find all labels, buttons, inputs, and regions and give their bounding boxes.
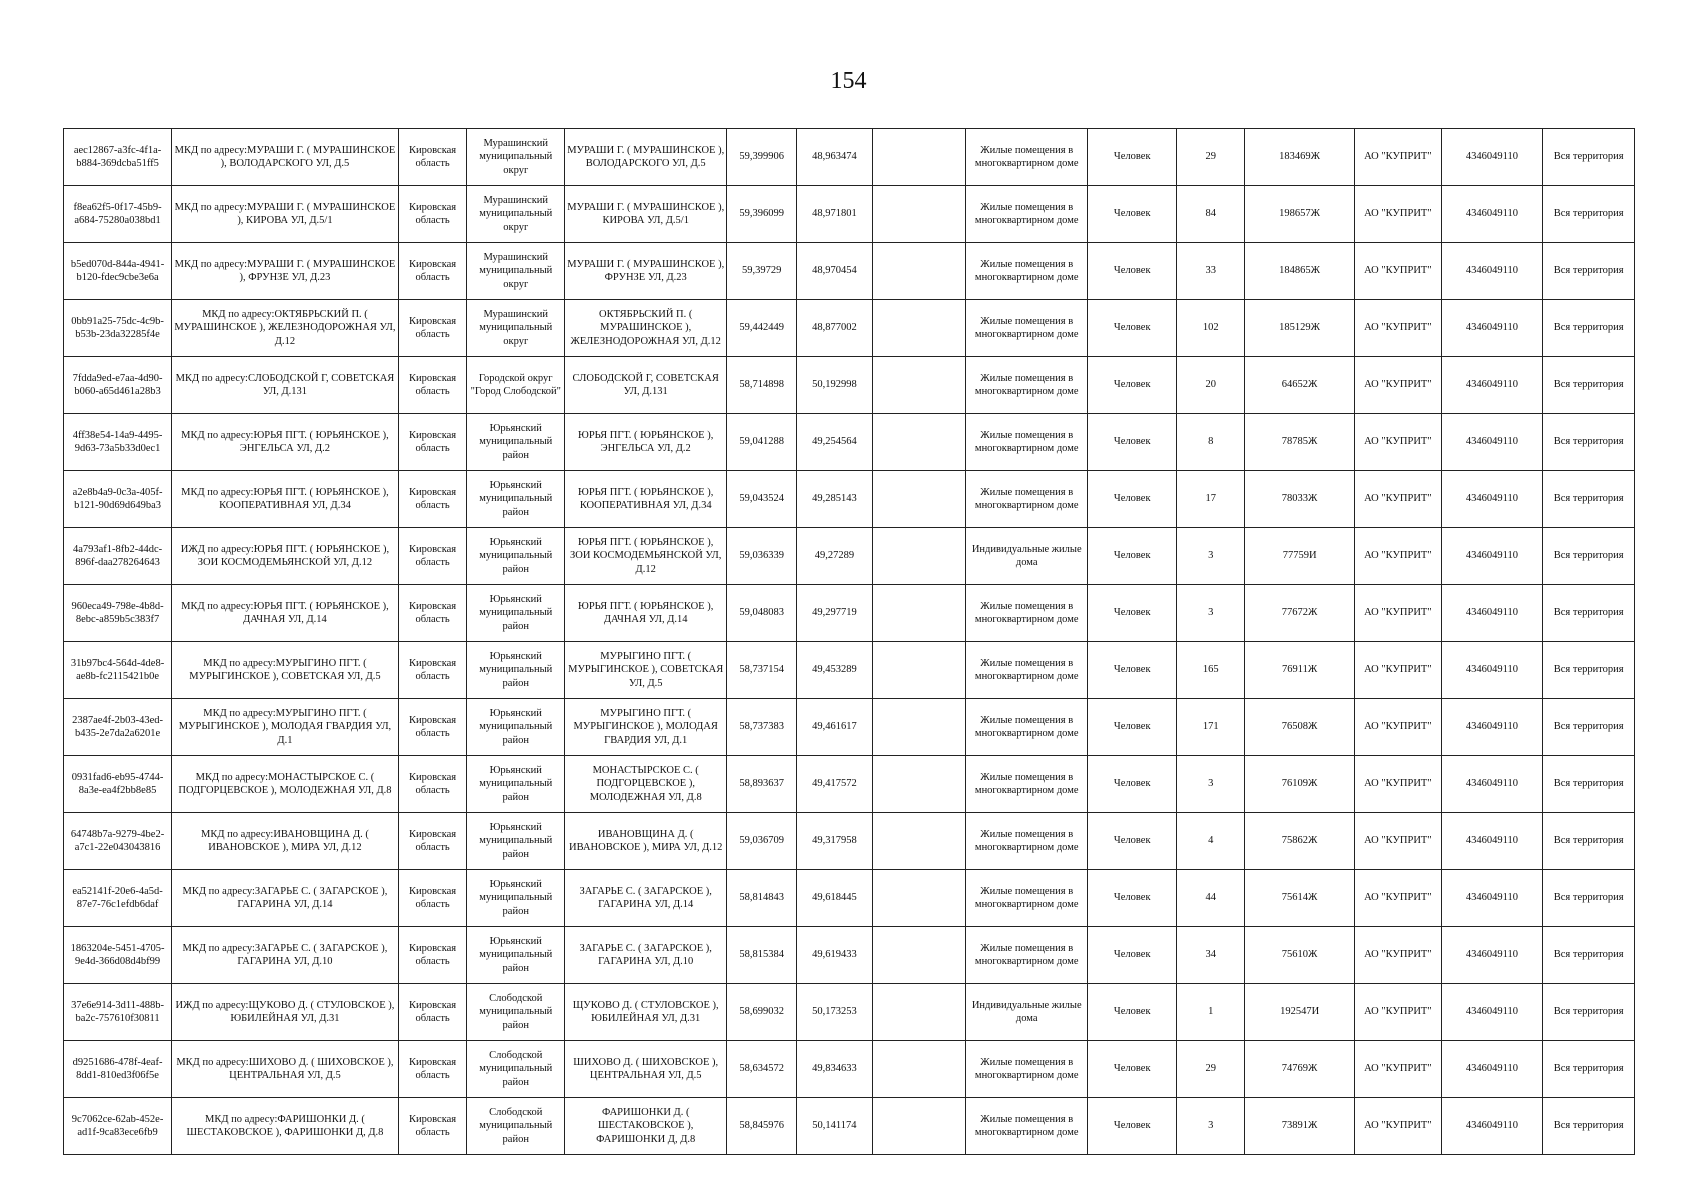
longitude-cell: 49,453289 xyxy=(796,642,872,699)
operator-cell: АО "КУПРИТ" xyxy=(1355,1098,1441,1155)
region-cell: Кировская область xyxy=(398,1098,467,1155)
longitude-cell: 49,461617 xyxy=(796,699,872,756)
table-row xyxy=(64,357,1635,414)
empty-cell xyxy=(872,813,966,870)
longitude-cell: 48,970454 xyxy=(796,243,872,300)
operator-cell: АО "КУПРИТ" xyxy=(1355,870,1441,927)
region-cell: Кировская область xyxy=(398,699,467,756)
quantity-cell: 165 xyxy=(1177,642,1245,699)
record-id-cell: 9c7062ce-62ab-452e-ad1f-9ca83ece6fb9 xyxy=(64,1098,172,1155)
quantity-cell: 3 xyxy=(1177,1098,1245,1155)
object-description-cell: ИЖД по адресу:ЩУКОВО Д. ( СТУЛОВСКОЕ ), ЮБИЛЕЙНАЯ УЛ, Д.31 xyxy=(172,984,399,1041)
account-number-cell: 77759И xyxy=(1245,528,1355,585)
latitude-cell: 58,737154 xyxy=(727,642,797,699)
operator-cell: АО "КУПРИТ" xyxy=(1355,300,1441,357)
table-row xyxy=(64,129,1635,186)
table-row xyxy=(64,243,1635,300)
unit-cell: Человек xyxy=(1088,927,1177,984)
longitude-cell: 49,254564 xyxy=(796,414,872,471)
operator-cell: АО "КУПРИТ" xyxy=(1355,813,1441,870)
empty-cell xyxy=(872,1041,966,1098)
address-cell: ЗАГАРЬЕ С. ( ЗАГАРСКОЕ ), ГАГАРИНА УЛ, Д.14 xyxy=(565,870,727,927)
operator-cell: АО "КУПРИТ" xyxy=(1355,984,1441,1041)
table-row xyxy=(64,300,1635,357)
account-number-cell: 75614Ж xyxy=(1245,870,1355,927)
table-row xyxy=(64,927,1635,984)
inn-cell: 4346049110 xyxy=(1441,414,1543,471)
operator-cell: АО "КУПРИТ" xyxy=(1355,414,1441,471)
inn-cell: 4346049110 xyxy=(1441,243,1543,300)
municipality-cell: Юрьянский муниципальный район xyxy=(467,528,565,585)
empty-cell xyxy=(872,756,966,813)
territory-cell: Вся территория xyxy=(1543,300,1635,357)
municipality-cell: Юрьянский муниципальный район xyxy=(467,870,565,927)
region-cell: Кировская область xyxy=(398,414,467,471)
record-id-cell: d9251686-478f-4eaf-8dd1-810ed3f06f5e xyxy=(64,1041,172,1098)
object-description-cell: МКД по адресу:МУРЫГИНО ПГТ. ( МУРЫГИНСКОЕ ), СОВЕТСКАЯ УЛ, Д.5 xyxy=(172,642,399,699)
latitude-cell: 59,399906 xyxy=(727,129,797,186)
unit-cell: Человек xyxy=(1088,471,1177,528)
latitude-cell: 59,396099 xyxy=(727,186,797,243)
empty-cell xyxy=(872,186,966,243)
address-cell: МУРАШИ Г. ( МУРАШИНСКОЕ ), ФРУНЗЕ УЛ, Д.23 xyxy=(565,243,727,300)
object-description-cell: МКД по адресу:ЮРЬЯ ПГТ. ( ЮРЬЯНСКОЕ ), КООПЕРАТИВНАЯ УЛ, Д.34 xyxy=(172,471,399,528)
region-cell: Кировская область xyxy=(398,756,467,813)
quantity-cell: 171 xyxy=(1177,699,1245,756)
longitude-cell: 49,618445 xyxy=(796,870,872,927)
quantity-cell: 29 xyxy=(1177,1041,1245,1098)
territory-cell: Вся территория xyxy=(1543,642,1635,699)
region-cell: Кировская область xyxy=(398,186,467,243)
empty-cell xyxy=(872,357,966,414)
inn-cell: 4346049110 xyxy=(1441,129,1543,186)
territory-cell: Вся территория xyxy=(1543,414,1635,471)
municipality-cell: Мурашинский муниципальный округ xyxy=(467,300,565,357)
account-number-cell: 198657Ж xyxy=(1245,186,1355,243)
table-row xyxy=(64,585,1635,642)
operator-cell: АО "КУПРИТ" xyxy=(1355,1041,1441,1098)
unit-cell: Человек xyxy=(1088,1041,1177,1098)
operator-cell: АО "КУПРИТ" xyxy=(1355,756,1441,813)
address-cell: ЩУКОВО Д. ( СТУЛОВСКОЕ ), ЮБИЛЕЙНАЯ УЛ, Д.31 xyxy=(565,984,727,1041)
address-cell: ОКТЯБРЬСКИЙ П. ( МУРАШИНСКОЕ ), ЖЕЛЕЗНОДОРОЖНАЯ УЛ, Д.12 xyxy=(565,300,727,357)
inn-cell: 4346049110 xyxy=(1441,471,1543,528)
address-cell: МУРАШИ Г. ( МУРАШИНСКОЕ ), КИРОВА УЛ, Д.5/1 xyxy=(565,186,727,243)
inn-cell: 4346049110 xyxy=(1441,186,1543,243)
record-id-cell: b5ed070d-844a-4941-b120-fdec9cbe3e6a xyxy=(64,243,172,300)
unit-cell: Человек xyxy=(1088,186,1177,243)
object-category-cell: Жилые помещения в многоквартирном доме xyxy=(966,129,1088,186)
record-id-cell: 0931fad6-eb95-4744-8a3e-ea4f2bb8e85 xyxy=(64,756,172,813)
account-number-cell: 75862Ж xyxy=(1245,813,1355,870)
latitude-cell: 58,814843 xyxy=(727,870,797,927)
inn-cell: 4346049110 xyxy=(1441,300,1543,357)
account-number-cell: 78033Ж xyxy=(1245,471,1355,528)
object-category-cell: Жилые помещения в многоквартирном доме xyxy=(966,927,1088,984)
table-row xyxy=(64,870,1635,927)
empty-cell xyxy=(872,870,966,927)
unit-cell: Человек xyxy=(1088,129,1177,186)
latitude-cell: 58,893637 xyxy=(727,756,797,813)
object-description-cell: МКД по адресу:МОНАСТЫРСКОЕ С. ( ПОДГОРЦЕВСКОЕ ), МОЛОДЕЖНАЯ УЛ, Д.8 xyxy=(172,756,399,813)
municipality-cell: Мурашинский муниципальный округ xyxy=(467,129,565,186)
record-id-cell: ea52141f-20e6-4a5d-87e7-76c1efdb6daf xyxy=(64,870,172,927)
unit-cell: Человек xyxy=(1088,642,1177,699)
latitude-cell: 59,036339 xyxy=(727,528,797,585)
table-row xyxy=(64,1041,1635,1098)
latitude-cell: 58,634572 xyxy=(727,1041,797,1098)
record-id-cell: aec12867-a3fc-4f1a-b884-369dcba51ff5 xyxy=(64,129,172,186)
inn-cell: 4346049110 xyxy=(1441,927,1543,984)
territory-cell: Вся территория xyxy=(1543,357,1635,414)
address-cell: ЗАГАРЬЕ С. ( ЗАГАРСКОЕ ), ГАГАРИНА УЛ, Д.10 xyxy=(565,927,727,984)
inn-cell: 4346049110 xyxy=(1441,813,1543,870)
inn-cell: 4346049110 xyxy=(1441,1041,1543,1098)
territory-cell: Вся территория xyxy=(1543,243,1635,300)
longitude-cell: 49,417572 xyxy=(796,756,872,813)
object-description-cell: МКД по адресу:СЛОБОДСКОЙ Г, СОВЕТСКАЯ УЛ, Д.131 xyxy=(172,357,399,414)
empty-cell xyxy=(872,243,966,300)
table-row xyxy=(64,984,1635,1041)
address-cell: МУРЫГИНО ПГТ. ( МУРЫГИНСКОЕ ), СОВЕТСКАЯ УЛ, Д.5 xyxy=(565,642,727,699)
object-category-cell: Жилые помещения в многоквартирном доме xyxy=(966,300,1088,357)
account-number-cell: 76508Ж xyxy=(1245,699,1355,756)
record-id-cell: 960eca49-798e-4b8d-8ebc-a859b5c383f7 xyxy=(64,585,172,642)
territory-cell: Вся территория xyxy=(1543,870,1635,927)
object-category-cell: Жилые помещения в многоквартирном доме xyxy=(966,642,1088,699)
latitude-cell: 58,845976 xyxy=(727,1098,797,1155)
municipality-cell: Юрьянский муниципальный район xyxy=(467,927,565,984)
quantity-cell: 3 xyxy=(1177,585,1245,642)
record-id-cell: 1863204e-5451-4705-9e4d-366d08d4bf99 xyxy=(64,927,172,984)
account-number-cell: 74769Ж xyxy=(1245,1041,1355,1098)
territory-cell: Вся территория xyxy=(1543,186,1635,243)
operator-cell: АО "КУПРИТ" xyxy=(1355,585,1441,642)
region-cell: Кировская область xyxy=(398,870,467,927)
longitude-cell: 48,963474 xyxy=(796,129,872,186)
record-id-cell: 37e6e914-3d11-488b-ba2c-757610f30811 xyxy=(64,984,172,1041)
municipality-cell: Городской округ "Город Слободской" xyxy=(467,357,565,414)
record-id-cell: 4a793af1-8fb2-44dc-896f-daa278264643 xyxy=(64,528,172,585)
account-number-cell: 185129Ж xyxy=(1245,300,1355,357)
latitude-cell: 59,041288 xyxy=(727,414,797,471)
object-description-cell: МКД по адресу:ФАРИШОНКИ Д. ( ШЕСТАКОВСКОЕ ), ФАРИШОНКИ Д, Д.8 xyxy=(172,1098,399,1155)
longitude-cell: 49,285143 xyxy=(796,471,872,528)
quantity-cell: 34 xyxy=(1177,927,1245,984)
unit-cell: Человек xyxy=(1088,756,1177,813)
operator-cell: АО "КУПРИТ" xyxy=(1355,528,1441,585)
region-cell: Кировская область xyxy=(398,528,467,585)
region-cell: Кировская область xyxy=(398,300,467,357)
record-id-cell: 7fdda9ed-e7aa-4d90-b060-a65d461a28b3 xyxy=(64,357,172,414)
territory-cell: Вся территория xyxy=(1543,1098,1635,1155)
quantity-cell: 1 xyxy=(1177,984,1245,1041)
record-id-cell: 31b97bc4-564d-4de8-ae8b-fc2115421b0e xyxy=(64,642,172,699)
territory-cell: Вся территория xyxy=(1543,585,1635,642)
record-id-cell: 2387ae4f-2b03-43ed-b435-2e7da2a6201e xyxy=(64,699,172,756)
empty-cell xyxy=(872,585,966,642)
quantity-cell: 84 xyxy=(1177,186,1245,243)
operator-cell: АО "КУПРИТ" xyxy=(1355,186,1441,243)
object-category-cell: Жилые помещения в многоквартирном доме xyxy=(966,471,1088,528)
account-number-cell: 64652Ж xyxy=(1245,357,1355,414)
address-cell: ШИХОВО Д. ( ШИХОВСКОЕ ), ЦЕНТРАЛЬНАЯ УЛ, Д.5 xyxy=(565,1041,727,1098)
inn-cell: 4346049110 xyxy=(1441,357,1543,414)
object-category-cell: Жилые помещения в многоквартирном доме xyxy=(966,813,1088,870)
object-category-cell: Жилые помещения в многоквартирном доме xyxy=(966,756,1088,813)
territory-cell: Вся территория xyxy=(1543,813,1635,870)
municipality-cell: Юрьянский муниципальный район xyxy=(467,585,565,642)
region-cell: Кировская область xyxy=(398,927,467,984)
unit-cell: Человек xyxy=(1088,528,1177,585)
object-category-cell: Жилые помещения в многоквартирном доме xyxy=(966,1041,1088,1098)
registry-table xyxy=(63,128,1635,1155)
record-id-cell: 64748b7a-9279-4be2-a7c1-22e043043816 xyxy=(64,813,172,870)
account-number-cell: 76911Ж xyxy=(1245,642,1355,699)
object-category-cell: Жилые помещения в многоквартирном доме xyxy=(966,414,1088,471)
account-number-cell: 76109Ж xyxy=(1245,756,1355,813)
quantity-cell: 102 xyxy=(1177,300,1245,357)
object-category-cell: Жилые помещения в многоквартирном доме xyxy=(966,870,1088,927)
latitude-cell: 58,815384 xyxy=(727,927,797,984)
quantity-cell: 3 xyxy=(1177,528,1245,585)
quantity-cell: 4 xyxy=(1177,813,1245,870)
region-cell: Кировская область xyxy=(398,243,467,300)
latitude-cell: 59,048083 xyxy=(727,585,797,642)
account-number-cell: 184865Ж xyxy=(1245,243,1355,300)
unit-cell: Человек xyxy=(1088,699,1177,756)
municipality-cell: Юрьянский муниципальный район xyxy=(467,642,565,699)
latitude-cell: 59,043524 xyxy=(727,471,797,528)
territory-cell: Вся территория xyxy=(1543,699,1635,756)
latitude-cell: 59,036709 xyxy=(727,813,797,870)
table-row xyxy=(64,186,1635,243)
region-cell: Кировская область xyxy=(398,471,467,528)
empty-cell xyxy=(872,129,966,186)
longitude-cell: 50,141174 xyxy=(796,1098,872,1155)
account-number-cell: 77672Ж xyxy=(1245,585,1355,642)
operator-cell: АО "КУПРИТ" xyxy=(1355,129,1441,186)
address-cell: СЛОБОДСКОЙ Г, СОВЕТСКАЯ УЛ, Д.131 xyxy=(565,357,727,414)
unit-cell: Человек xyxy=(1088,300,1177,357)
municipality-cell: Юрьянский муниципальный район xyxy=(467,813,565,870)
longitude-cell: 49,297719 xyxy=(796,585,872,642)
empty-cell xyxy=(872,927,966,984)
address-cell: ЮРЬЯ ПГТ. ( ЮРЬЯНСКОЕ ), КООПЕРАТИВНАЯ УЛ, Д.34 xyxy=(565,471,727,528)
region-cell: Кировская область xyxy=(398,813,467,870)
inn-cell: 4346049110 xyxy=(1441,756,1543,813)
object-description-cell: МКД по адресу:ИВАНОВЩИНА Д. ( ИВАНОВСКОЕ ), МИРА УЛ, Д.12 xyxy=(172,813,399,870)
table-row xyxy=(64,813,1635,870)
record-id-cell: 0bb91a25-75dc-4c9b-b53b-23da32285f4e xyxy=(64,300,172,357)
empty-cell xyxy=(872,528,966,585)
object-category-cell: Жилые помещения в многоквартирном доме xyxy=(966,1098,1088,1155)
longitude-cell: 48,971801 xyxy=(796,186,872,243)
inn-cell: 4346049110 xyxy=(1441,585,1543,642)
region-cell: Кировская область xyxy=(398,1041,467,1098)
operator-cell: АО "КУПРИТ" xyxy=(1355,699,1441,756)
region-cell: Кировская область xyxy=(398,129,467,186)
account-number-cell: 75610Ж xyxy=(1245,927,1355,984)
operator-cell: АО "КУПРИТ" xyxy=(1355,471,1441,528)
object-description-cell: МКД по адресу:ЮРЬЯ ПГТ. ( ЮРЬЯНСКОЕ ), ЭНГЕЛЬСА УЛ, Д.2 xyxy=(172,414,399,471)
quantity-cell: 17 xyxy=(1177,471,1245,528)
unit-cell: Человек xyxy=(1088,414,1177,471)
unit-cell: Человек xyxy=(1088,243,1177,300)
unit-cell: Человек xyxy=(1088,357,1177,414)
latitude-cell: 59,39729 xyxy=(727,243,797,300)
object-category-cell: Индивидуальные жилые дома xyxy=(966,528,1088,585)
object-category-cell: Жилые помещения в многоквартирном доме xyxy=(966,186,1088,243)
quantity-cell: 3 xyxy=(1177,756,1245,813)
empty-cell xyxy=(872,1098,966,1155)
operator-cell: АО "КУПРИТ" xyxy=(1355,243,1441,300)
operator-cell: АО "КУПРИТ" xyxy=(1355,642,1441,699)
account-number-cell: 78785Ж xyxy=(1245,414,1355,471)
municipality-cell: Мурашинский муниципальный округ xyxy=(467,186,565,243)
territory-cell: Вся территория xyxy=(1543,927,1635,984)
address-cell: МОНАСТЫРСКОЕ С. ( ПОДГОРЦЕВСКОЕ ), МОЛОДЕЖНАЯ УЛ, Д.8 xyxy=(565,756,727,813)
latitude-cell: 58,714898 xyxy=(727,357,797,414)
object-description-cell: ИЖД по адресу:ЮРЬЯ ПГТ. ( ЮРЬЯНСКОЕ ), ЗОИ КОСМОДЕМЬЯНСКОЙ УЛ, Д.12 xyxy=(172,528,399,585)
account-number-cell: 73891Ж xyxy=(1245,1098,1355,1155)
address-cell: ЮРЬЯ ПГТ. ( ЮРЬЯНСКОЕ ), ДАЧНАЯ УЛ, Д.14 xyxy=(565,585,727,642)
unit-cell: Человек xyxy=(1088,870,1177,927)
quantity-cell: 20 xyxy=(1177,357,1245,414)
table-row xyxy=(64,642,1635,699)
object-description-cell: МКД по адресу:МУРАШИ Г. ( МУРАШИНСКОЕ ), КИРОВА УЛ, Д.5/1 xyxy=(172,186,399,243)
municipality-cell: Слободской муниципальный район xyxy=(467,1041,565,1098)
table-row xyxy=(64,756,1635,813)
territory-cell: Вся территория xyxy=(1543,1041,1635,1098)
territory-cell: Вся территория xyxy=(1543,984,1635,1041)
object-category-cell: Жилые помещения в многоквартирном доме xyxy=(966,699,1088,756)
longitude-cell: 49,619433 xyxy=(796,927,872,984)
object-description-cell: МКД по адресу:ШИХОВО Д. ( ШИХОВСКОЕ ), ЦЕНТРАЛЬНАЯ УЛ, Д.5 xyxy=(172,1041,399,1098)
table-row xyxy=(64,414,1635,471)
municipality-cell: Слободской муниципальный район xyxy=(467,984,565,1041)
address-cell: ФАРИШОНКИ Д. ( ШЕСТАКОВСКОЕ ), ФАРИШОНКИ Д, Д.8 xyxy=(565,1098,727,1155)
object-category-cell: Жилые помещения в многоквартирном доме xyxy=(966,357,1088,414)
municipality-cell: Слободской муниципальный район xyxy=(467,1098,565,1155)
object-category-cell: Жилые помещения в многоквартирном доме xyxy=(966,243,1088,300)
table-row xyxy=(64,1098,1635,1155)
address-cell: МУРАШИ Г. ( МУРАШИНСКОЕ ), ВОЛОДАРСКОГО УЛ, Д.5 xyxy=(565,129,727,186)
object-description-cell: МКД по адресу:МУРЫГИНО ПГТ. ( МУРЫГИНСКОЕ ), МОЛОДАЯ ГВАРДИЯ УЛ, Д.1 xyxy=(172,699,399,756)
quantity-cell: 44 xyxy=(1177,870,1245,927)
quantity-cell: 29 xyxy=(1177,129,1245,186)
object-category-cell: Индивидуальные жилые дома xyxy=(966,984,1088,1041)
unit-cell: Человек xyxy=(1088,813,1177,870)
municipality-cell: Юрьянский муниципальный район xyxy=(467,471,565,528)
object-description-cell: МКД по адресу:ОКТЯБРЬСКИЙ П. ( МУРАШИНСКОЕ ), ЖЕЛЕЗНОДОРОЖНАЯ УЛ, Д.12 xyxy=(172,300,399,357)
record-id-cell: 4ff38e54-14a9-4495-9d63-73a5b33d0ec1 xyxy=(64,414,172,471)
unit-cell: Человек xyxy=(1088,1098,1177,1155)
object-category-cell: Жилые помещения в многоквартирном доме xyxy=(966,585,1088,642)
quantity-cell: 33 xyxy=(1177,243,1245,300)
inn-cell: 4346049110 xyxy=(1441,528,1543,585)
region-cell: Кировская область xyxy=(398,357,467,414)
inn-cell: 4346049110 xyxy=(1441,642,1543,699)
empty-cell xyxy=(872,699,966,756)
region-cell: Кировская область xyxy=(398,642,467,699)
municipality-cell: Юрьянский муниципальный район xyxy=(467,756,565,813)
account-number-cell: 183469Ж xyxy=(1245,129,1355,186)
municipality-cell: Юрьянский муниципальный район xyxy=(467,699,565,756)
address-cell: ИВАНОВЩИНА Д. ( ИВАНОВСКОЕ ), МИРА УЛ, Д.12 xyxy=(565,813,727,870)
object-description-cell: МКД по адресу:МУРАШИ Г. ( МУРАШИНСКОЕ ), ВОЛОДАРСКОГО УЛ, Д.5 xyxy=(172,129,399,186)
region-cell: Кировская область xyxy=(398,585,467,642)
territory-cell: Вся территория xyxy=(1543,129,1635,186)
empty-cell xyxy=(872,984,966,1041)
quantity-cell: 8 xyxy=(1177,414,1245,471)
object-description-cell: МКД по адресу:ЗАГАРЬЕ С. ( ЗАГАРСКОЕ ), ГАГАРИНА УЛ, Д.10 xyxy=(172,927,399,984)
longitude-cell: 48,877002 xyxy=(796,300,872,357)
table-row xyxy=(64,471,1635,528)
object-description-cell: МКД по адресу:ЗАГАРЬЕ С. ( ЗАГАРСКОЕ ), ГАГАРИНА УЛ, Д.14 xyxy=(172,870,399,927)
object-description-cell: МКД по адресу:ЮРЬЯ ПГТ. ( ЮРЬЯНСКОЕ ), ДАЧНАЯ УЛ, Д.14 xyxy=(172,585,399,642)
address-cell: МУРЫГИНО ПГТ. ( МУРЫГИНСКОЕ ), МОЛОДАЯ ГВАРДИЯ УЛ, Д.1 xyxy=(565,699,727,756)
operator-cell: АО "КУПРИТ" xyxy=(1355,357,1441,414)
object-description-cell: МКД по адресу:МУРАШИ Г. ( МУРАШИНСКОЕ ), ФРУНЗЕ УЛ, Д.23 xyxy=(172,243,399,300)
empty-cell xyxy=(872,642,966,699)
page-number: 154 xyxy=(830,68,867,94)
inn-cell: 4346049110 xyxy=(1441,984,1543,1041)
latitude-cell: 58,699032 xyxy=(727,984,797,1041)
longitude-cell: 50,192998 xyxy=(796,357,872,414)
inn-cell: 4346049110 xyxy=(1441,699,1543,756)
territory-cell: Вся территория xyxy=(1543,471,1635,528)
territory-cell: Вся территория xyxy=(1543,528,1635,585)
longitude-cell: 49,834633 xyxy=(796,1041,872,1098)
inn-cell: 4346049110 xyxy=(1441,870,1543,927)
territory-cell: Вся территория xyxy=(1543,756,1635,813)
table-row xyxy=(64,528,1635,585)
unit-cell: Человек xyxy=(1088,585,1177,642)
longitude-cell: 50,173253 xyxy=(796,984,872,1041)
longitude-cell: 49,317958 xyxy=(796,813,872,870)
empty-cell xyxy=(872,300,966,357)
longitude-cell: 49,27289 xyxy=(796,528,872,585)
municipality-cell: Юрьянский муниципальный район xyxy=(467,414,565,471)
record-id-cell: f8ea62f5-0f17-45b9-a684-75280a038bd1 xyxy=(64,186,172,243)
address-cell: ЮРЬЯ ПГТ. ( ЮРЬЯНСКОЕ ), ЗОИ КОСМОДЕМЬЯНСКОЙ УЛ, Д.12 xyxy=(565,528,727,585)
latitude-cell: 58,737383 xyxy=(727,699,797,756)
address-cell: ЮРЬЯ ПГТ. ( ЮРЬЯНСКОЕ ), ЭНГЕЛЬСА УЛ, Д.2 xyxy=(565,414,727,471)
unit-cell: Человек xyxy=(1088,984,1177,1041)
table-body xyxy=(64,129,1635,1155)
empty-cell xyxy=(872,471,966,528)
latitude-cell: 59,442449 xyxy=(727,300,797,357)
inn-cell: 4346049110 xyxy=(1441,1098,1543,1155)
account-number-cell: 192547И xyxy=(1245,984,1355,1041)
record-id-cell: a2e8b4a9-0c3a-405f-b121-90d69d649ba3 xyxy=(64,471,172,528)
municipality-cell: Мурашинский муниципальный округ xyxy=(467,243,565,300)
empty-cell xyxy=(872,414,966,471)
region-cell: Кировская область xyxy=(398,984,467,1041)
table-row xyxy=(64,699,1635,756)
operator-cell: АО "КУПРИТ" xyxy=(1355,927,1441,984)
